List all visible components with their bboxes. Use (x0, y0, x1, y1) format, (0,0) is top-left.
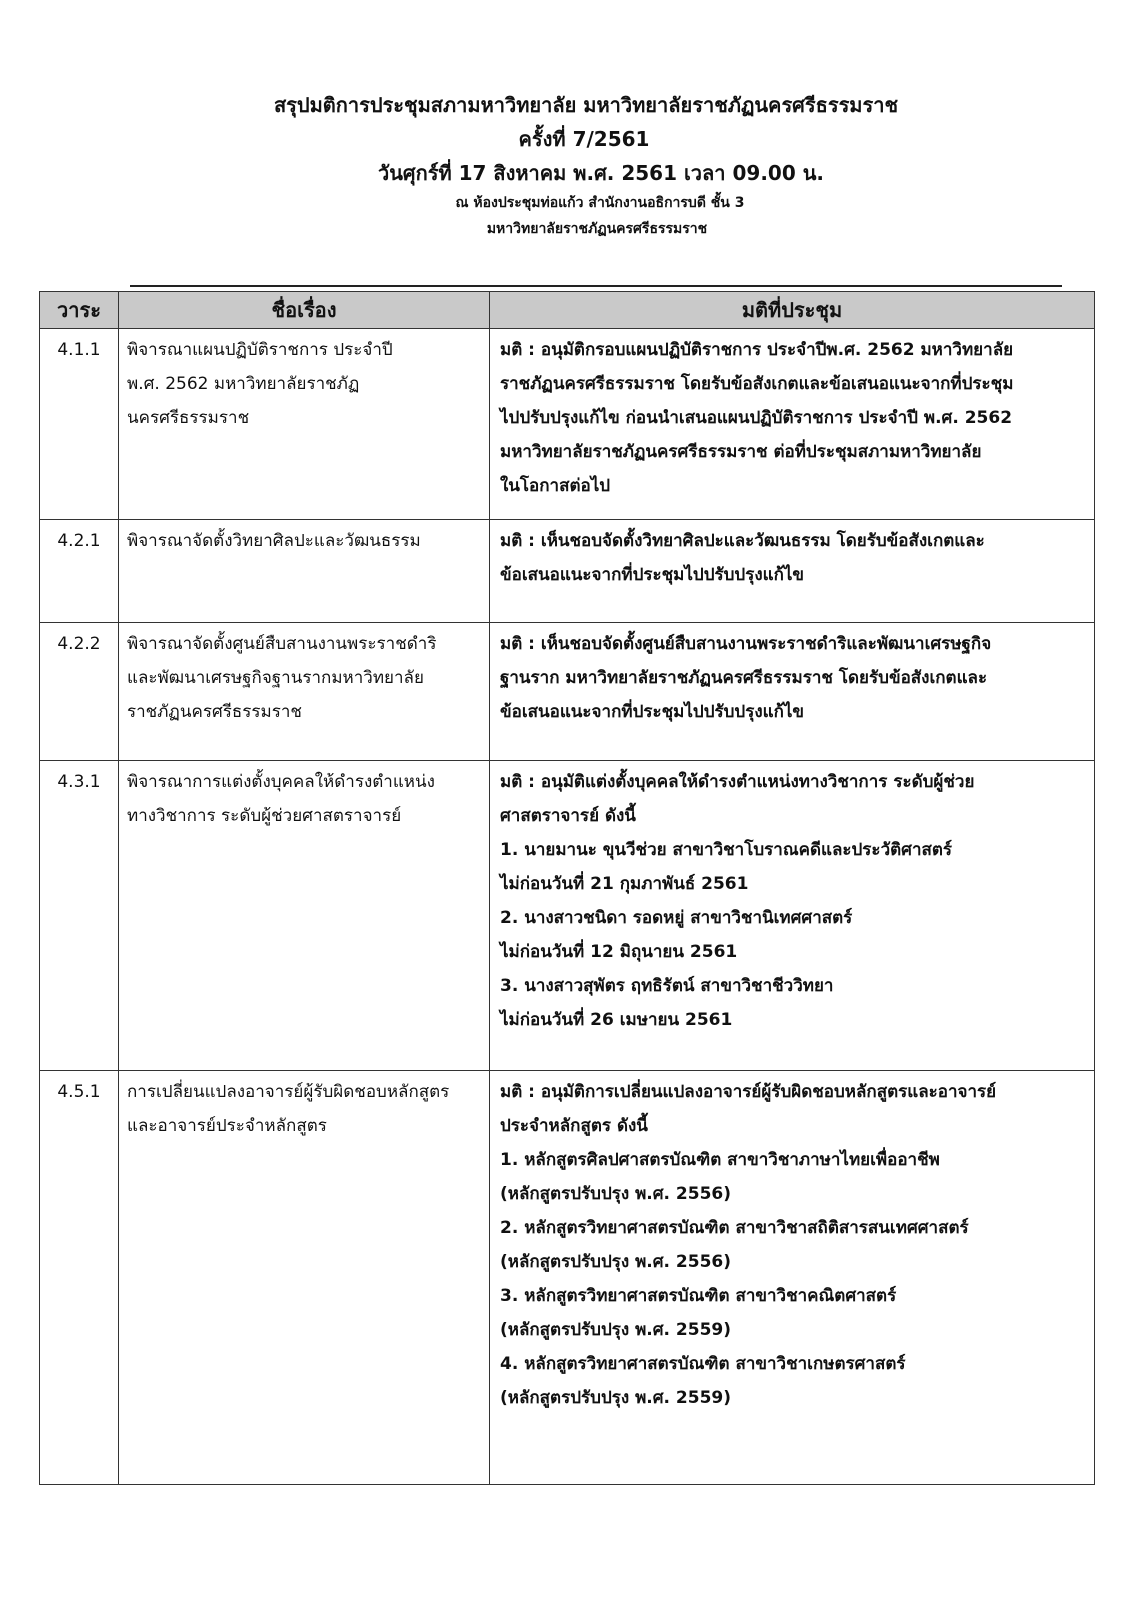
table-row (40, 1071, 1095, 1485)
column-header-resolution: มติที่ประชุม (490, 292, 1095, 329)
subject-line: พิจารณาการแต่งตั้งบุคคลให้ดำรงตำแหน่ง (127, 772, 435, 792)
subject-cell (119, 329, 490, 520)
table-row (40, 329, 1095, 520)
resolution-cell (490, 623, 1095, 761)
column-header-agenda: วาระ (40, 292, 119, 329)
resolution-line: ในโอกาสต่อไป (500, 476, 611, 496)
subject-line: พิจารณาจัดตั้งศูนย์สืบสานงานพระราชดำริ (127, 634, 437, 654)
resolution-line: 1. หลักสูตรศิลปศาสตรบัณฑิต สาขาวิชาภาษาไทยเพื่ออาชีพ (500, 1150, 940, 1170)
resolution-line: ฐานราก มหาวิทยาลัยราชภัฏนครศรีธรรมราช โดยรับข้อสังเกตและ (500, 668, 988, 688)
resolutions-table (39, 291, 1095, 1485)
resolution-cell (490, 520, 1095, 623)
agenda-number: 4.5.1 (40, 1071, 119, 1485)
subject-line: พ.ศ. 2562 มหาวิทยาลัยราชภัฏ (127, 374, 360, 394)
resolution-line: ราชภัฏนครศรีธรรมราช โดยรับข้อสังเกตและข้อเสนอแนะจากที่ประชุม (500, 374, 1014, 394)
table-header-row (40, 292, 1095, 329)
subject-cell (119, 623, 490, 761)
resolution-cell (490, 1071, 1095, 1485)
resolution-line: (หลักสูตรปรับปรุง พ.ศ. 2559) (500, 1388, 732, 1408)
agenda-number: 4.2.2 (40, 623, 119, 761)
resolution-line: 3. หลักสูตรวิทยาศาสตรบัณฑิต สาขาวิชาคณิตศาสตร์ (500, 1286, 897, 1306)
agenda-number: 4.2.1 (40, 520, 119, 623)
subject-line: พิจารณาจัดตั้งวิทยาศิลปะและวัฒนธรรม (127, 531, 421, 551)
resolution-line: ประจำหลักสูตร ดังนี้ (500, 1116, 648, 1136)
meeting-venue: ณ ห้องประชุมท่อแก้ว สำนักงานอธิการบดี ชั้น 3 (455, 195, 745, 211)
subject-cell (119, 1071, 490, 1485)
subject-line: ทางวิชาการ ระดับผู้ช่วยศาสตราจารย์ (127, 806, 402, 826)
subject-line: และพัฒนาเศรษฐกิจฐานรากมหาวิทยาลัย (127, 668, 424, 688)
document-header (0, 88, 1132, 242)
document-title: สรุปมติการประชุมสภามหาวิทยาลัย มหาวิทยาลัยราชภัฏนครศรีธรรมราช (273, 93, 899, 117)
table-row (40, 520, 1095, 623)
resolution-line: 2. หลักสูตรวิทยาศาสตรบัณฑิต สาขาวิชาสถิติสารสนเทศศาสตร์ (500, 1218, 969, 1238)
resolution-line: มติ : เห็นชอบจัดตั้งวิทยาศิลปะและวัฒนธรรม โดยรับข้อสังเกตและ (500, 531, 985, 551)
subject-line: การเปลี่ยนแปลงอาจารย์ผู้รับผิดชอบหลักสูตร (127, 1082, 450, 1102)
resolution-line: (หลักสูตรปรับปรุง พ.ศ. 2559) (500, 1320, 732, 1340)
resolution-line: ศาสตราจารย์ ดังนี้ (500, 806, 636, 826)
resolution-line: 4. หลักสูตรวิทยาศาสตรบัณฑิต สาขาวิชาเกษตรศาสตร์ (500, 1354, 906, 1374)
resolution-line: ไม่ก่อนวันที่ 26 เมษายน 2561 (500, 1010, 733, 1030)
resolution-line: ไม่ก่อนวันที่ 21 กุมภาพันธ์ 2561 (500, 874, 749, 894)
meeting-date: วันศุกร์ที่ 17 สิงหาคม พ.ศ. 2561 เวลา 09.00 น. (378, 161, 824, 185)
resolution-line: 1. นายมานะ ขุนวีช่วย สาขาวิชาโบราณคดีและประวัติศาสตร์ (500, 840, 953, 860)
table-row (40, 623, 1095, 761)
header-divider (130, 285, 1062, 287)
subject-line: ราชภัฏนครศรีธรรมราช (127, 702, 302, 722)
resolution-line: ข้อเสนอแนะจากที่ประชุมไปปรับปรุงแก้ไข (500, 565, 805, 585)
resolution-line: 3. นางสาวสุพัตร ฤทธิรัตน์ สาขาวิชาชีววิทยา (500, 976, 834, 996)
table-row (40, 761, 1095, 1071)
agenda-number: 4.1.1 (40, 329, 119, 520)
subject-cell (119, 761, 490, 1071)
resolution-line: (หลักสูตรปรับปรุง พ.ศ. 2556) (500, 1184, 732, 1204)
subject-cell (119, 520, 490, 623)
resolution-line: ข้อเสนอแนะจากที่ประชุมไปปรับปรุงแก้ไข (500, 702, 805, 722)
meeting-session: ครั้งที่ 7/2561 (518, 127, 650, 151)
subject-line: นครศรีธรรมราช (127, 408, 250, 428)
subject-line: พิจารณาแผนปฏิบัติราชการ ประจำปี (127, 340, 393, 360)
column-header-subject: ชื่อเรื่อง (119, 292, 490, 329)
resolution-line: มติ : อนุมัติแต่งตั้งบุคคลให้ดำรงตำแหน่งทางวิชาการ ระดับผู้ช่วย (500, 772, 975, 792)
resolution-line: (หลักสูตรปรับปรุง พ.ศ. 2556) (500, 1252, 732, 1272)
resolution-line: มหาวิทยาลัยราชภัฏนครศรีธรรมราช ต่อที่ประชุมสภามหาวิทยาลัย (500, 442, 982, 462)
agenda-number: 4.3.1 (40, 761, 119, 1071)
resolution-line: ไม่ก่อนวันที่ 12 มิถุนายน 2561 (500, 942, 738, 962)
resolution-cell (490, 329, 1095, 520)
resolution-cell (490, 761, 1095, 1071)
resolution-line: มติ : อนุมัติการเปลี่ยนแปลงอาจารย์ผู้รับผิดชอบหลักสูตรและอาจารย์ (500, 1082, 997, 1102)
subject-line: และอาจารย์ประจำหลักสูตร (127, 1116, 327, 1136)
resolution-line: มติ : อนุมัติกรอบแผนปฏิบัติราชการ ประจำปีพ.ศ. 2562 มหาวิทยาลัย (500, 340, 1014, 360)
resolution-line: 2. นางสาวชนิดา รอดหยู่ สาขาวิชานิเทศศาสตร์ (500, 908, 853, 928)
resolution-line: ไปปรับปรุงแก้ไข ก่อนนำเสนอแผนปฏิบัติราชการ ประจำปี พ.ศ. 2562 (500, 408, 1013, 428)
university-name: มหาวิทยาลัยราชภัฏนครศรีธรรมราช (486, 221, 708, 237)
resolution-line: มติ : เห็นชอบจัดตั้งศูนย์สืบสานงานพระราชดำริและพัฒนาเศรษฐกิจ (500, 634, 992, 654)
